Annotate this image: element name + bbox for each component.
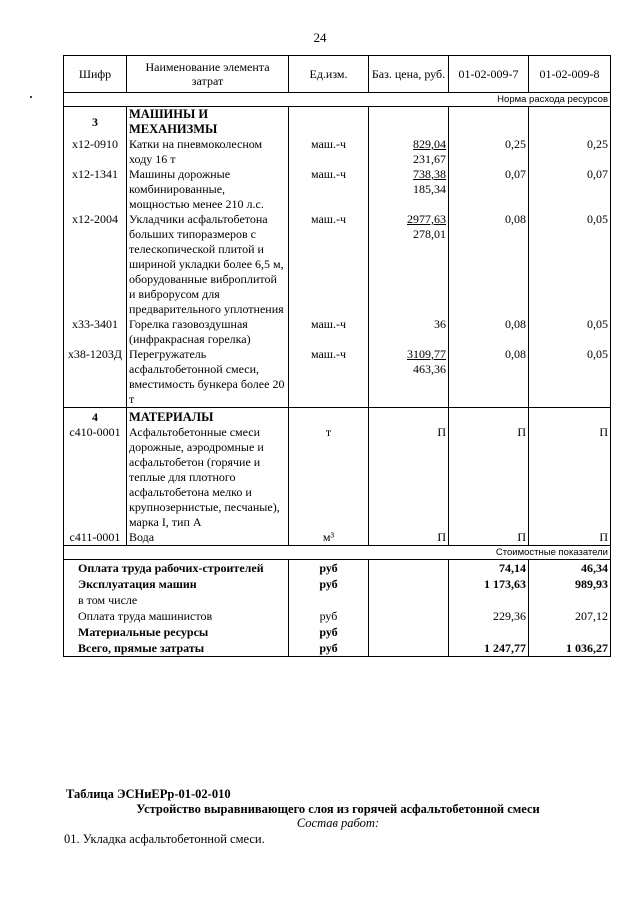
row-name: Укладчики асфальтобетона больших типоразмеров с телескопической плитой и шириной укладки более 6,5 м, оборудованные виброплитой и виброрусом для предварительного уплотнения [127,212,289,317]
row-name: Вода [127,530,289,546]
row-value-7: 0,08 [449,347,529,408]
row-unit: маш.-ч [289,167,369,212]
row-code: с410-0001 [64,425,127,530]
table-subtitle: Устройство выравнивающего слоя из горячей асфальтобетонной смеси [136,802,540,816]
summary-value-7: 1 173,63 [449,576,529,592]
summary-label: Всего, прямые затраты [64,640,289,657]
table-row [64,137,611,167]
row-price: 738,38 [413,167,446,181]
row-price: 36 [369,317,449,347]
summary-value-8: 46,34 [529,560,611,577]
row-value-7: 0,07 [449,167,529,212]
row-value-7: 0,08 [449,317,529,347]
summary-label: Эксплуатация машин [64,576,289,592]
summary-label: Материальные ресурсы [64,624,289,640]
header-name: Наименование элемента затрат [127,56,289,93]
summary-value-7: 74,14 [449,560,529,577]
table-row [64,530,611,546]
section-header-machines [64,107,611,138]
row-price-labor: 278,01 [413,227,446,241]
table-header-row [64,56,611,93]
section-title: МАШИНЫ И МЕХАНИЗМЫ [127,107,289,138]
table-row [64,317,611,347]
page-number: 24 [313,30,327,45]
summary-value-8: 1 036,27 [529,640,611,657]
resource-table [63,55,611,657]
row-price: П [369,425,449,530]
header-unit: Ед.изм. [289,56,369,93]
summary-row [64,608,611,624]
row-code: х33-3401 [64,317,127,347]
row-name: Перегружатель асфальтобетонной смеси, вместимость бункера более 20 т [127,347,289,408]
summary-label: Оплата труда рабочих-строителей [64,560,289,577]
table-row [64,212,611,317]
summary-label: в том числе [64,592,289,608]
row-unit: маш.-ч [289,137,369,167]
work-composition-heading: Состав работ: [296,816,380,830]
summary-unit: руб [289,560,369,577]
cost-label-row [64,546,611,560]
header-price: Баз. цена, руб. [369,56,449,93]
header-col-7: 01-02-009-7 [449,56,529,93]
work-item: 01. Укладка асфальтобетонной смеси. [64,832,265,846]
table-row [64,347,611,408]
row-name: Асфальтобетонные смеси дорожные, аэродромные и асфальтобетон (горячие и теплые для плотного асфальтобетона мелко и крупнозернистые, песчаные), марка I, тип А [127,425,289,530]
table-row [64,167,611,212]
row-value-8: П [529,530,611,546]
row-code: х38-1203Д [64,347,127,408]
summary-unit: руб [289,576,369,592]
row-name: Катки на пневмоколесном ходу 16 т [127,137,289,167]
row-code: с411-0001 [64,530,127,546]
section-number: 4 [64,408,127,426]
summary-label: Оплата труда машинистов [64,608,289,624]
summary-value-7 [449,592,529,608]
row-value-7: 0,08 [449,212,529,317]
summary-value-8 [529,592,611,608]
norm-label: Норма расхода ресурсов [64,93,611,107]
row-code: х12-2004 [64,212,127,317]
summary-row [64,624,611,640]
row-value-7: П [449,530,529,546]
row-price-labor: 185,34 [413,182,446,196]
row-value-8: П [529,425,611,530]
section-header-materials [64,408,611,426]
norm-label-row [64,93,611,107]
summary-row [64,592,611,608]
row-unit: маш.-ч [289,317,369,347]
summary-value-7 [449,624,529,640]
summary-value-8: 207,12 [529,608,611,624]
row-value-7: П [449,425,529,530]
section-title: МАТЕРИАЛЫ [127,408,289,426]
row-unit: маш.-ч [289,212,369,317]
table-title: Таблица ЭСНиЕРр-01-02-010 [66,787,231,801]
summary-value-7: 1 247,77 [449,640,529,657]
cost-label: Стоимостные показатели [64,546,611,560]
row-price-labor: 231,67 [413,152,446,166]
row-price: 2977,63 [407,212,446,226]
row-value-8: 0,07 [529,167,611,212]
row-price: 3109,77 [407,347,446,361]
header-col-8: 01-02-009-8 [529,56,611,93]
row-name: Машины дорожные комбинированные, мощностью менее 210 л.с. [127,167,289,212]
row-unit: т [289,425,369,530]
summary-unit: руб [289,640,369,657]
row-value-7: 0,25 [449,137,529,167]
row-unit: м³ [289,530,369,546]
summary-value-7: 229,36 [449,608,529,624]
header-code: Шифр [64,56,127,93]
table-row [64,425,611,530]
summary-unit: руб [289,608,369,624]
summary-unit: руб [289,624,369,640]
row-code: х12-1341 [64,167,127,212]
row-price: П [369,530,449,546]
summary-unit [289,592,369,608]
summary-value-8 [529,624,611,640]
row-value-8: 0,05 [529,347,611,408]
row-value-8: 0,25 [529,137,611,167]
summary-row [64,640,611,657]
summary-row [64,560,611,577]
summary-row [64,576,611,592]
row-price: 829,04 [413,137,446,151]
row-unit: маш.-ч [289,347,369,408]
section-number: 3 [64,107,127,138]
row-code: х12-0910 [64,137,127,167]
scan-dot [30,96,32,98]
summary-value-8: 989,93 [529,576,611,592]
row-value-8: 0,05 [529,317,611,347]
row-price-labor: 463,36 [413,362,446,376]
row-value-8: 0,05 [529,212,611,317]
row-name: Горелка газовоздушная (инфракрасная горелка) [127,317,289,347]
